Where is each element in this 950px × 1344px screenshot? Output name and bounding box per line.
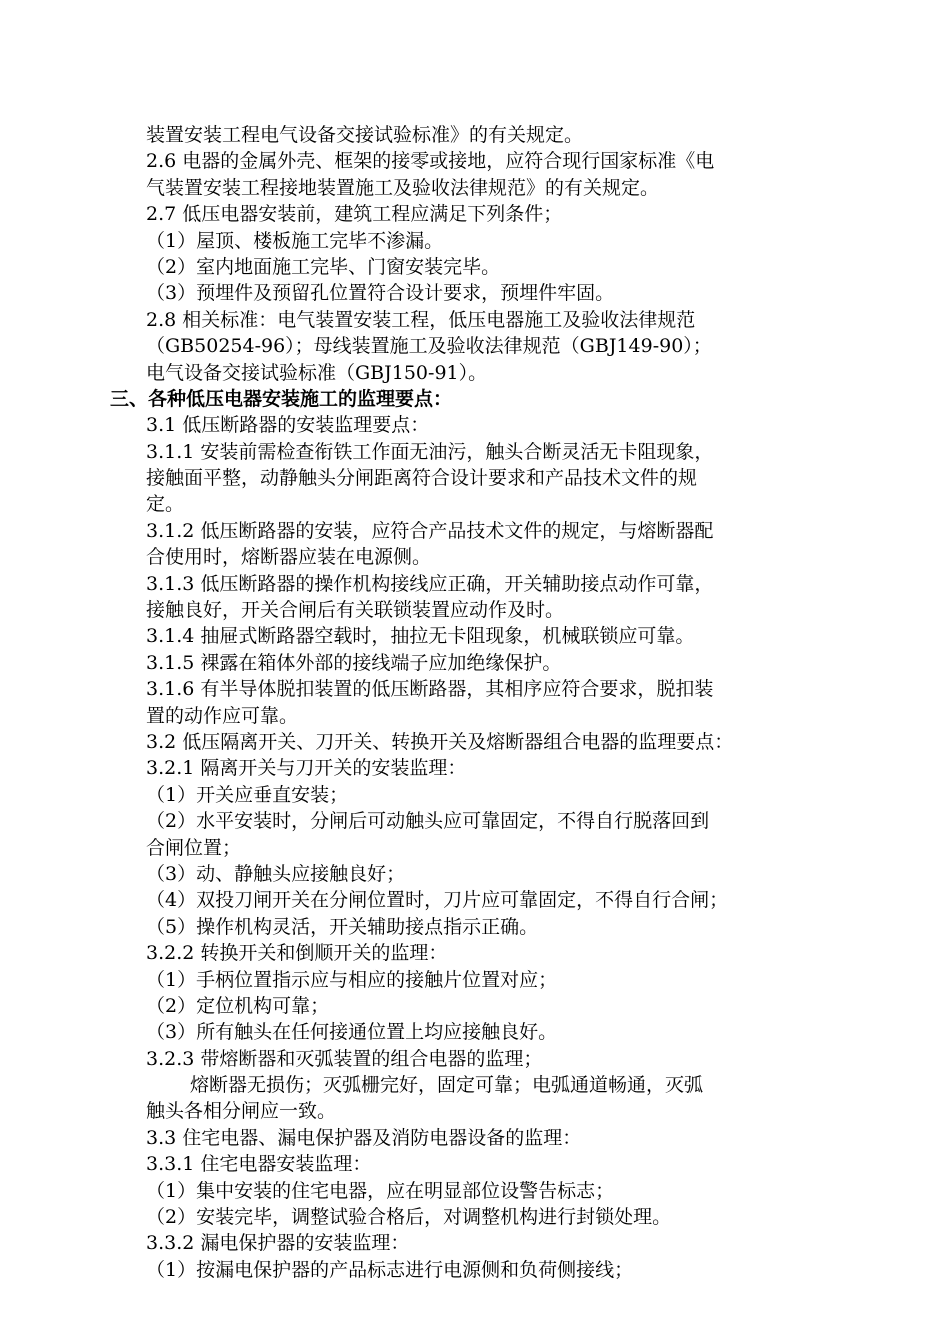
text-line: 3.1.3 低压断路器的操作机构接线应正确，开关辅助接点动作可靠， [146, 572, 714, 595]
text-line: （2）定位机构可靠； [146, 994, 330, 1017]
text-line: （2）室内地面施工完毕、门窗安装完毕。 [146, 255, 501, 278]
text-line: （2）安装完毕，调整试验合格后，对调整机构进行封锁处理。 [146, 1206, 672, 1229]
text-line: （3）预埋件及预留孔位置符合设计要求，预埋件牢固。 [146, 282, 615, 305]
text-line: 接触面平整，动静触头分闸距离符合设计要求和产品技术文件的规 [146, 467, 698, 490]
text-line: 气装置安装工程接地装置施工及验收法律规范》的有关规定。 [146, 176, 660, 199]
text-line: 3.2.3 带熔断器和灭弧装置的组合电器的监理； [146, 1047, 543, 1070]
section-heading: 三、各种低压电器安装施工的监理要点： [110, 387, 453, 410]
text-line: 3.1.6 有半导体脱扣装置的低压断路器，其相序应符合要求，脱扣装 [146, 678, 714, 701]
text-line: （5）操作机构灵活，开关辅助接点指示正确。 [146, 915, 539, 938]
text-line: 电气设备交接试验标准（GBJ150-91）。 [146, 361, 488, 384]
text-line: 装置安装工程电气设备交接试验标准》的有关规定。 [146, 124, 584, 146]
text-line: 3.1.4 抽屉式断路器空载时，抽拉无卡阻现象，机械联锁应可靠。 [146, 625, 695, 648]
text-line: 3.2 低压隔离开关、刀开关、转换开关及熔断器组合电器的监理要点： [146, 730, 734, 753]
text-line: 合闸位置； [146, 836, 242, 859]
text-line: 3.1.5 裸露在箱体外部的接线端子应加绝缘保护。 [146, 651, 562, 674]
text-line: （1）集中安装的住宅电器，应在明显部位设警告标志； [146, 1179, 615, 1202]
text-line: 3.2.2 转换开关和倒顺开关的监理： [146, 942, 448, 965]
text-line: 3.3.1 住宅电器安装监理： [146, 1153, 372, 1176]
text-line: 置的动作应可靠。 [146, 704, 299, 727]
text-line: （3）所有触头在任何接通位置上均应接触良好。 [146, 1021, 558, 1044]
text-line: （2）水平安装时，分闸后可动触头应可靠固定，不得自行脱落回到 [146, 810, 710, 833]
text-line: （4）双投刀闸开关在分闸位置时，刀片应可靠固定，不得自行合闸； [146, 889, 729, 912]
text-line: 3.1.1 安装前需检查衔铁工作面无油污，触头合断灵活无卡阻现象， [146, 440, 714, 463]
text-line: （1）开关应垂直安装； [146, 783, 349, 806]
text-line: 2.7 低压电器安装前，建筑工程应满足下列条件； [146, 203, 563, 226]
text-line: （3）动、静触头应接触良好； [146, 862, 406, 885]
text-line: 2.8 相关标准：电气装置安装工程，低压电器施工及验收法律规范 [146, 308, 696, 331]
text-line: 定。 [146, 493, 185, 516]
text-line: 3.3 住宅电器、漏电保护器及消防电器设备的监理： [146, 1126, 582, 1149]
text-line-indented: 熔断器无损伤；灭弧栅完好，固定可靠；电弧通道畅通，灭弧 [190, 1074, 704, 1097]
text-line: （GB50254-96）；母线装置施工及验收法律规范（GBJ149-90）； [146, 335, 712, 358]
document-page [0, 122, 950, 1283]
text-line: 合使用时，熔断器应装在电源侧。 [146, 546, 432, 569]
text-line: 3.1.2 低压断路器的安装，应符合产品技术文件的规定，与熔断器配 [146, 519, 714, 542]
text-line: （1）屋顶、楼板施工完毕不渗漏。 [146, 229, 444, 252]
text-line: 3.2.1 隔离开关与刀开关的安装监理： [146, 757, 467, 780]
text-line: 触头各相分闸应一致。 [146, 1100, 337, 1123]
text-line: 接触良好，开关合闸后有关联锁装置应动作及时。 [146, 599, 565, 622]
text-line: 3.1 低压断路器的安装监理要点： [146, 414, 430, 437]
text-line: 2.6 电器的金属外壳、框架的接零或接地，应符合现行国家标准《电 [146, 150, 715, 173]
text-line: （1）手柄位置指示应与相应的接触片位置对应； [146, 968, 558, 991]
text-line: 3.3.2 漏电保护器的安装监理： [146, 1232, 410, 1255]
text-line: （1）按漏电保护器的产品标志进行电源侧和负荷侧接线； [146, 1258, 634, 1281]
